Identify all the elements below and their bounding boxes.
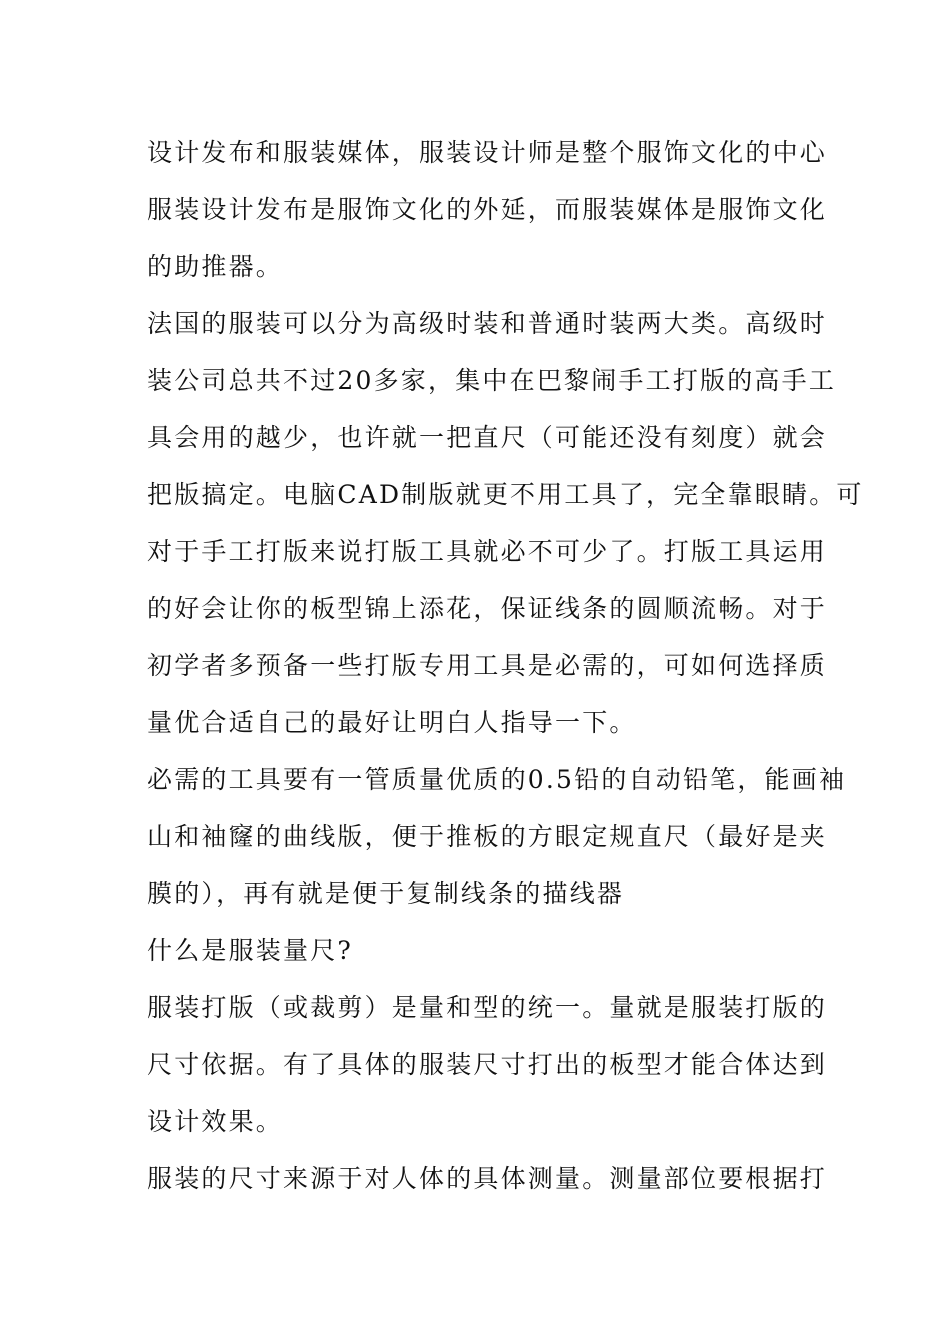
text-line: 量优合适自己的最好让明白人指导一下。 — [147, 708, 637, 737]
text-line: 服装打版（或裁剪）是量和型的统一。量就是服装打版的 — [147, 993, 828, 1022]
text-line: 的好会让你的板型锦上添花，保证线条的圆顺流畅。对于 — [147, 594, 828, 623]
text-line: 膜的），再有就是便于复制线条的描线器 — [147, 879, 625, 908]
text-line: 服装的尺寸来源于对人体的具体测量。测量部位要根据打 — [147, 1164, 828, 1193]
text-line: 初学者多预备一些打版专用工具是必需的，可如何选择质 — [147, 651, 828, 680]
text-line: 设计发布和服装媒体，服装设计师是整个服饰文化的中心 — [147, 138, 828, 167]
body-text — [147, 130, 864, 1213]
text-line: 具会用的越少，也许就一把直尺（可能还没有刻度）就会 — [147, 423, 828, 452]
section-heading: 什么是服装量尺? — [147, 936, 354, 965]
text-line: 对于手工打版来说打版工具就必不可少了。打版工具运用 — [147, 537, 828, 566]
text-line: 装公司总共不过20多家，集中在巴黎闹手工打版的高手工 — [147, 366, 837, 395]
text-line: 服装设计发布是服饰文化的外延，而服装媒体是服饰文化 — [147, 195, 828, 224]
text-line: 的助推器。 — [147, 252, 284, 281]
text-line: 法国的服装可以分为高级时装和普通时装两大类。高级时 — [147, 309, 828, 338]
text-line: 设计效果。 — [147, 1107, 284, 1136]
text-line: 把版搞定。电脑CAD制版就更不用工具了，完全靠眼睛。可 — [147, 480, 864, 509]
text-line: 尺寸依据。有了具体的服装尺寸打出的板型才能合体达到 — [147, 1050, 828, 1079]
text-line: 山和袖窿的曲线版，便于推板的方眼定规直尺（最好是夹 — [147, 822, 828, 851]
text-line: 必需的工具要有一管质量优质的0.5铅的自动铅笔，能画袖 — [147, 765, 847, 794]
